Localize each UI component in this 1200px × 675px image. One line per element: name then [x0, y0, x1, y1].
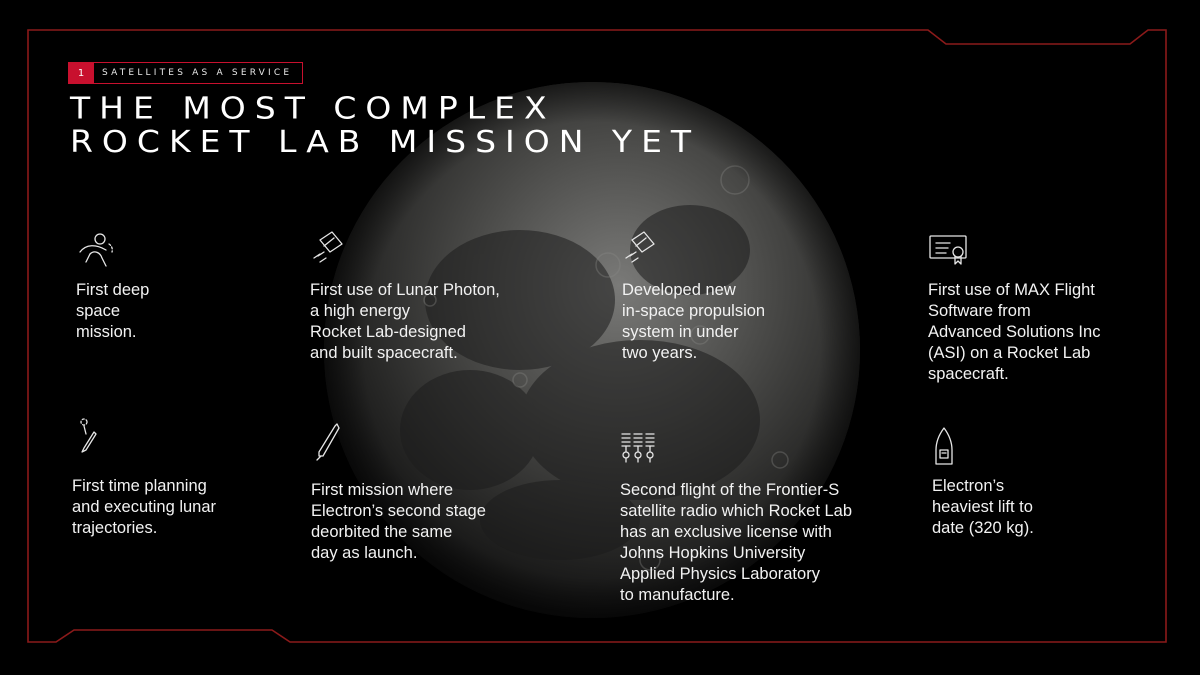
feature-item — [622, 228, 765, 364]
feature-text: Developed new in-space propulsion system in under two years. — [622, 281, 766, 362]
feature-item — [310, 228, 500, 364]
rocket-stage-icon — [311, 422, 351, 462]
trajectory-icon — [72, 416, 112, 456]
feature-item — [72, 416, 216, 539]
feature-text: First time planning and executing lunar trajectories. — [72, 477, 217, 537]
page-title — [70, 92, 700, 158]
feature-item — [932, 426, 1034, 539]
feature-item — [620, 430, 852, 606]
section-label: SATELLITES AS A SERVICE — [94, 62, 303, 84]
spacecraft-icon — [310, 228, 350, 268]
title-line-2: ROCKET LAB MISSION YET — [70, 123, 701, 160]
astronaut-icon — [76, 230, 116, 270]
feature-text: First use of Lunar Photon, a high energy Rocket Lab-designed and built spacecraft. — [310, 281, 500, 362]
feature-text: First deep space mission. — [76, 281, 150, 341]
section-tag — [68, 62, 303, 84]
feature-text: Second flight of the Frontier-S satellite radio which Rocket Lab has an exclusive license with Johns Hopkins University Applied Physics Laboratory to manufacture. — [620, 481, 853, 604]
feature-item — [928, 232, 1100, 385]
certificate-icon — [928, 232, 968, 272]
rocket-icon — [932, 426, 972, 466]
feature-item — [311, 422, 486, 564]
propulsion-icon — [622, 228, 662, 268]
feature-text: Electron’s heaviest lift to date (320 kg). — [932, 477, 1034, 537]
feature-text: First use of MAX Flight Software from Advanced Solutions Inc (ASI) on a Rocket Lab spacecraft. — [928, 281, 1101, 383]
radio-icon — [620, 430, 660, 470]
section-number: 1 — [68, 62, 94, 84]
feature-item — [76, 230, 149, 343]
title-line-1: THE MOST COMPLEX — [70, 90, 556, 127]
feature-text: First mission where Electron’s second stage deorbited the same day as launch. — [311, 481, 486, 562]
